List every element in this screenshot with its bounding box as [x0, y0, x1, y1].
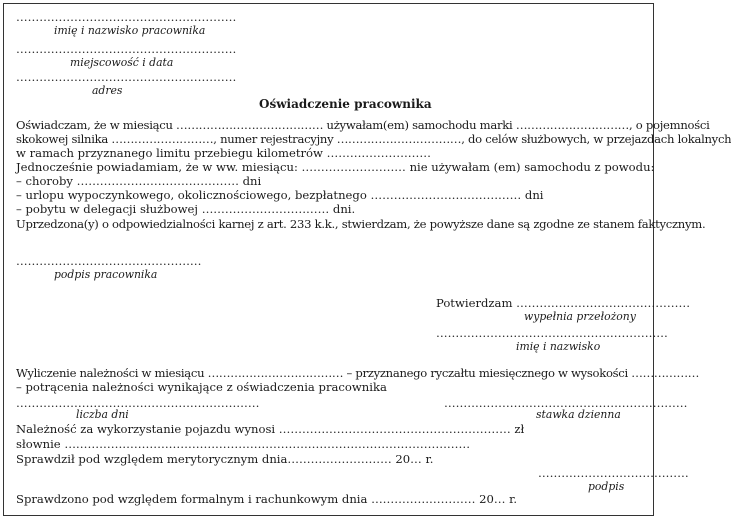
amount-in-words-line: słownie …………………………………………………………………………………………… [16, 437, 471, 451]
form-title: Oświadczenie pracownika [259, 97, 432, 111]
employee-name-label: imię i nazwisko pracownika [54, 24, 206, 37]
address-field: ………………………………………………… [16, 70, 237, 84]
checker-signature-label: podpis [588, 480, 625, 493]
employee-name-field: ………………………………………………… [16, 10, 237, 24]
confirmation-line: Potwierdzam ……………………………………… [436, 296, 691, 310]
declaration-line-4: Jednocześnie powiadamiam, że w ww. miesiącu: ……………………… nie używałam (em) samochodu z powodu: [16, 160, 655, 174]
declaration-line-1: Oświadczam, że w miesiącu ………………………………… używałam(em) samochodu marki …………………………, o pojemności [16, 118, 710, 132]
address-label: adres [92, 84, 123, 97]
days-count-label: liczba dni [76, 408, 129, 421]
reason-illness: – choroby …………………………………… dni [16, 174, 262, 188]
days-count-field: ……………………………………………………… [16, 396, 260, 410]
place-date-label: miejscowość i data [70, 56, 174, 69]
merit-check-line: Sprawdził pod względem merytorycznym dnia……………………… 20… r. [16, 452, 434, 466]
formal-check-line: Sprawdzono pod względem formalnym i rachunkowym dnia ……………………… 20… r. [16, 492, 518, 506]
criminal-liability-statement: Uprzedzona(y) o odpowiedzialności karnej z art. 233 k.k., stwierdzam, że powyższe dane są zgodne ze stanem faktycznym. [16, 217, 706, 231]
employee-declaration-form [3, 3, 731, 516]
place-date-field: ………………………………………………… [16, 42, 237, 56]
reason-leave: – urlopu wypoczynkowego, okolicznościowego, bezpłatnego ………………………………… dni [16, 188, 544, 202]
reason-business-trip: – pobytu w delegacji służbowej …………………………… dni. [16, 202, 356, 216]
declaration-line-2: skokowej silnika ………………………, numer rejestracyjny ……………………………, do celów służbowych, w przejazdach lokalnych [16, 132, 731, 146]
daily-rate-field: ……………………………………………………… [444, 396, 688, 410]
supervisor-name-label: imię i nazwisko [516, 340, 601, 353]
calculation-line-1: Wyliczenie należności w miesiącu ……………………………… – przyznanego ryczałtu miesięcznego w wysokości ……………… [16, 366, 700, 380]
amount-line: Należność za wykorzystanie pojazdu wynosi …………………………………………………… zł [16, 422, 525, 436]
employee-signature-label: podpis pracownika [54, 268, 158, 281]
declaration-line-3: w ramach przyznanego limitu przebiegu kilometrów ……………………… [16, 146, 431, 160]
checker-signature-field: ………………………………… [538, 466, 689, 480]
daily-rate-label: stawka dzienna [536, 408, 621, 421]
calculation-line-2: – potrącenia należności wynikające z oświadczenia pracownika [16, 380, 387, 394]
employee-signature-field: ………………………………………… [16, 254, 202, 268]
filled-by-supervisor-label: wypełnia przełożony [524, 310, 636, 323]
supervisor-name-field: …………………………………………………… [436, 326, 668, 340]
